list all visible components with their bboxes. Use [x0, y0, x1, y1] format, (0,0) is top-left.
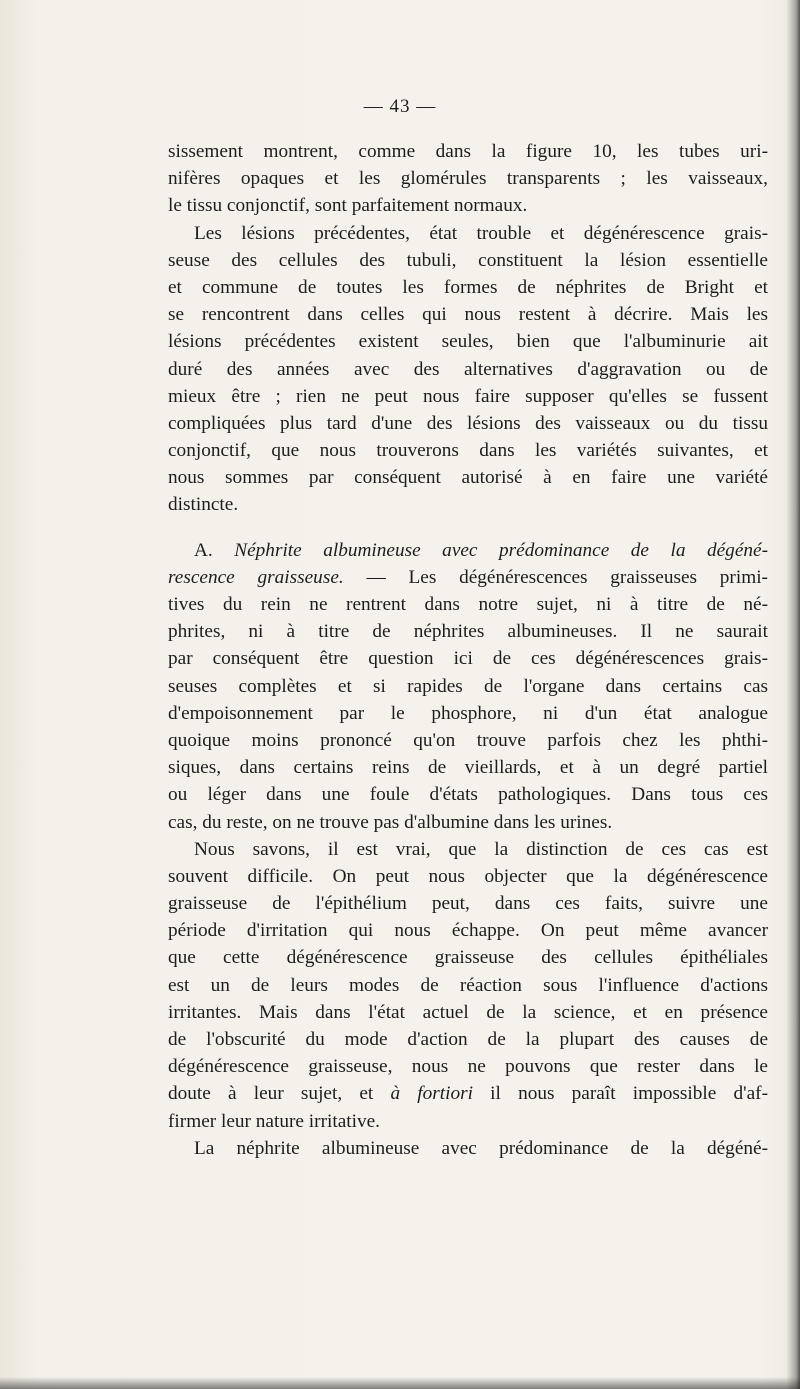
text-line: irritantes. Mais dans l'état actuel de la science, et en présence: [168, 1001, 768, 1023]
text-line: seuse des cellules des tubuli, constituent la lésion essentielle: [168, 249, 768, 271]
text-line: par conséquent être question ici de ces dégénérescences grais-: [168, 648, 768, 670]
section-text-start: — Les dégénérescences graisseuses primi-: [343, 566, 768, 588]
text-line: ou léger dans une foule d'états pathologiques. Dans tous ces: [168, 784, 768, 806]
text-line: tives du rein ne rentrent dans notre sujet, ni à titre de né-: [168, 594, 768, 615]
text-line: d'empoisonnement par le phosphore, ni d'un état analogue: [168, 702, 768, 724]
text-line: et commune de toutes les formes de néphrites de Bright et: [168, 276, 768, 298]
page-bottom-shadow: [0, 1377, 800, 1389]
text-line: Nous savons, il est vrai, que la distinction de ces cas est: [194, 838, 768, 860]
text-line: de l'obscurité du mode d'action de la plupart des causes de: [168, 1029, 768, 1050]
text-line: dégénérescence graisseuse, nous ne pouvons que rester dans le: [168, 1056, 768, 1078]
body-text: [168, 138, 768, 1162]
page-edge-shadow: [786, 0, 800, 1389]
section-title-part-2: rescence graisseuse.: [168, 566, 344, 588]
text-line: lésions précédentes existent seules, bien que l'albuminurie ait: [168, 331, 768, 353]
text-fragment: doute à leur sujet, et: [168, 1083, 391, 1105]
section-label: A.: [194, 539, 213, 561]
section-heading-line: [168, 537, 768, 564]
text-line: Les lésions précédentes, état trouble et dégénérescence grais-: [194, 222, 768, 244]
text-line: période d'irritation qui nous échappe. On peut même avancer: [168, 920, 768, 942]
text-line: cas, du reste, on ne trouve pas d'albumine dans les urines.: [168, 811, 613, 833]
text-line: phrites, ni à titre de néphrites albumineuses. Il ne saurait: [168, 621, 768, 643]
text-line: conjonctif, que nous trouverons dans les variétés suivantes, et: [168, 440, 768, 462]
text-line: La néphrite albumineuse avec prédominance de la dégéné-: [194, 1137, 768, 1159]
text-line: le tissu conjonctif, sont parfaitement normaux.: [168, 195, 528, 217]
text-line: se rencontrent dans celles qui nous restent à décrire. Mais les: [168, 304, 768, 326]
text-line: quoique moins prononcé qu'on trouve parfois chez les phthi-: [168, 729, 768, 751]
text-line: que cette dégénérescence graisseuse des cellules épithéliales: [168, 947, 768, 969]
text-fragment: il nous paraît impossible d'af-: [472, 1083, 768, 1105]
section-title-part-1: Néphrite albumineuse avec prédominance de la dégéné-: [234, 539, 768, 561]
text-line: souvent difficile. On peut nous objecter que la dégénérescence: [168, 865, 768, 887]
text-line: sissement montrent, comme dans la figure 10, les tubes uri-: [168, 141, 768, 162]
text-line: est un de leurs modes de réaction sous l'influence d'actions: [168, 974, 768, 996]
text-line-fortiori: [168, 1080, 768, 1107]
italic-phrase: à fortiori: [390, 1083, 473, 1105]
paragraph-gap: [168, 519, 768, 537]
text-line: nous sommes par conséquent autorisé à en faire une variété: [168, 467, 768, 489]
text-line: duré des années avec des alternatives d'aggravation ou de: [168, 358, 768, 380]
text-line: graisseuse de l'épithélium peut, dans ces faits, suivre une: [168, 893, 768, 915]
text-line: firmer leur nature irritative.: [168, 1110, 380, 1132]
text-line: seuses complètes et si rapides de l'organe dans certains cas: [168, 675, 768, 697]
section-heading-line-2: [168, 564, 768, 591]
text-line: siques, dans certains reins de vieillards, et à un degré partiel: [168, 757, 768, 779]
text-line: distincte.: [168, 494, 239, 516]
page-number: — 43 —: [363, 96, 437, 117]
text-line: nifères opaques et les glomérules transparents ; les vaisseaux,: [168, 168, 768, 190]
text-line: compliquées plus tard d'une des lésions des vaisseaux ou du tissu: [168, 412, 768, 434]
text-line: mieux être ; rien ne peut nous faire supposer qu'elles se fussent: [168, 385, 768, 407]
